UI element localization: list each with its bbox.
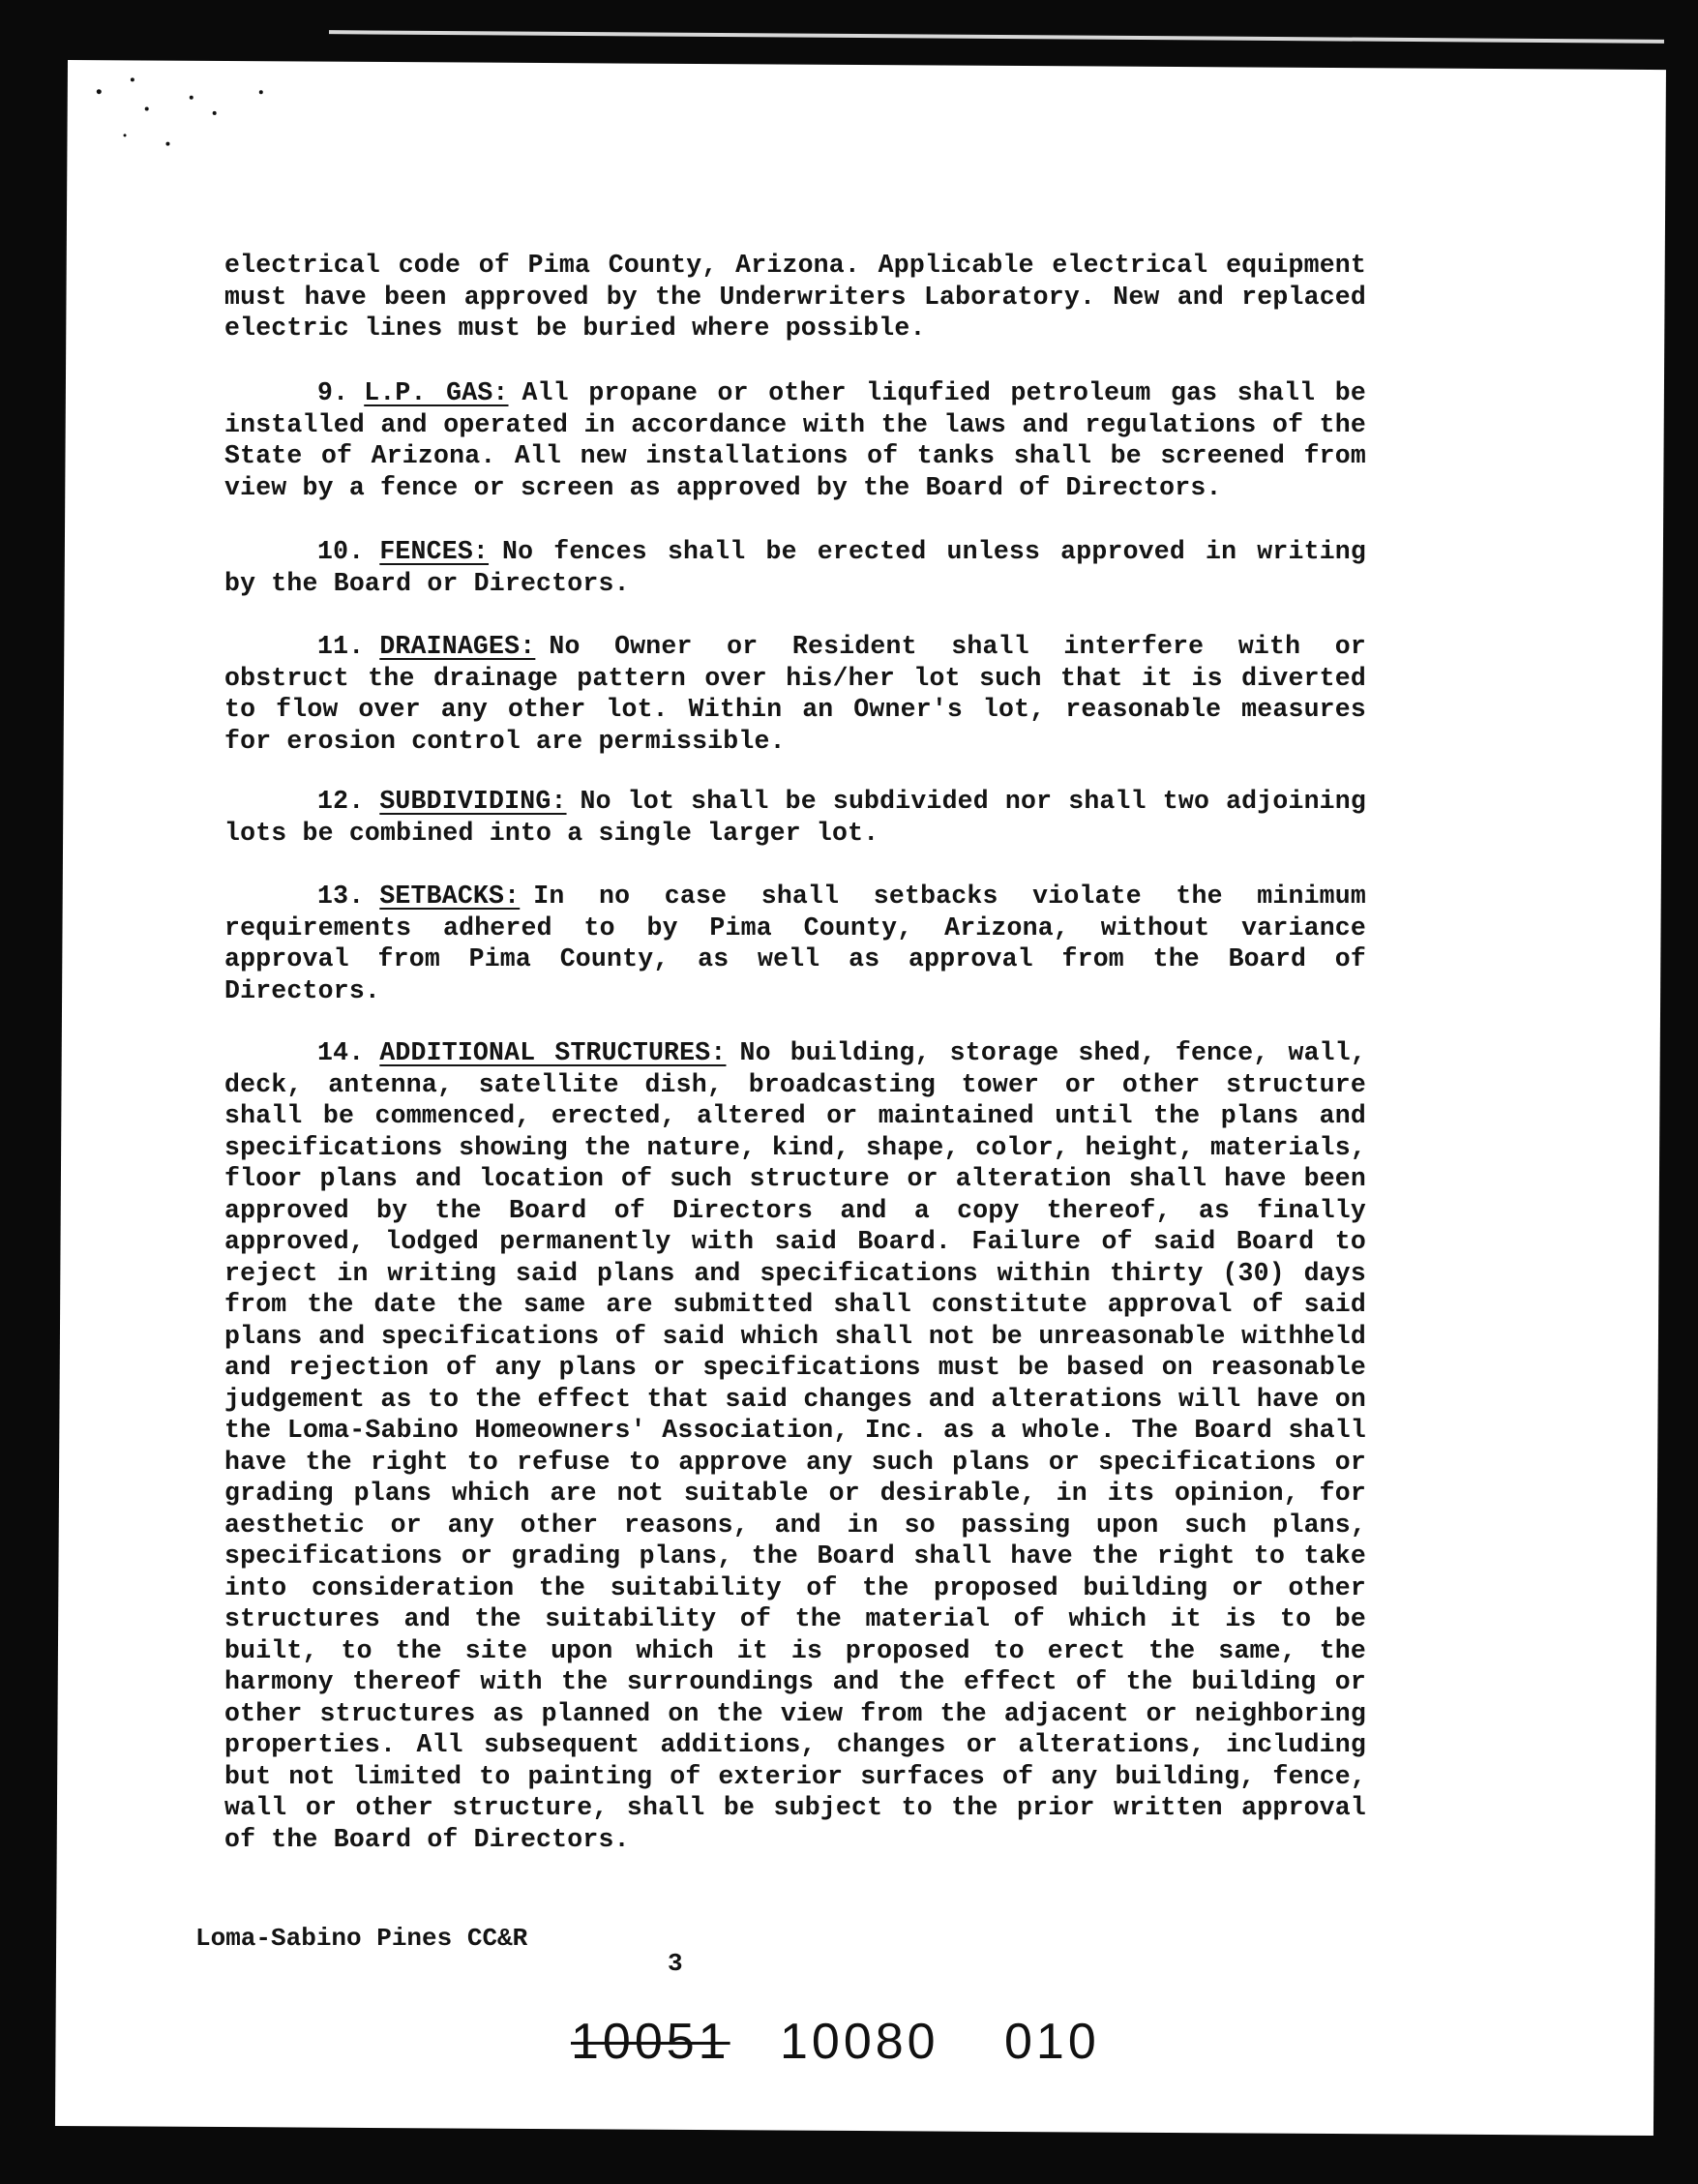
scan-speck <box>145 106 149 110</box>
section-heading: L.P. GAS: <box>364 378 509 407</box>
paragraph-text: No fences shall be erected unless approved in writing by the Board or Directors. <box>224 537 1366 598</box>
paragraph-10 <box>224 536 1366 599</box>
paragraph-text: electrical code of Pima County, Arizona. Applicable electrical equipment must have been approved by the Underwriters Laboratory. New and replaced electric lines must be buried where possible. <box>224 251 1366 343</box>
scan-speck <box>131 77 134 81</box>
section-heading: DRAINAGES: <box>379 632 536 661</box>
paragraph-11 <box>224 631 1366 757</box>
stamp-number: 10080 <box>780 2014 939 2070</box>
scan-speck <box>190 96 194 100</box>
item-number: 12. <box>317 787 365 816</box>
struck-stamp-number: 10051 <box>571 2014 730 2070</box>
paragraph-text: No Owner or Resident shall interfere with or obstruct the drainage pattern over his/her lot such that it is diverted to flow over any other lot. Within an Owner's lot, reasonable measures for erosion control are permissible. <box>224 632 1366 756</box>
section-heading: SETBACKS: <box>379 882 521 911</box>
stamp-suffix: 010 <box>1004 2014 1100 2070</box>
paragraph-text: No building, storage shed, fence, wall, deck, antenna, satellite dish, broadcasting tower or other structure shall be commenced, erected, altered or maintained until the plans and specifications showing the nature, kind, shape, color, height, materials, floor plans and location of such structure or alteration shall have been approved by the Board of Directors and a copy thereof, as finally approved, lodged permanently with said Board. Failure of said Board to reject in writing said plans and specifications within thirty (30) days from the date the same are submitted shall constitute approval of said plans and specifications of said which shall not be unreasonable withheld and rejection of any plans or specifications must be based on reasonable judgement as to the effect that said changes and alterations will have on the Loma-Sabino Homeowners' Association, Inc. as a whole. The Board shall have the right to refuse to approve any such plans or specifications or grading plans which are not suitable or desirable, in its opinion, for aesthetic or any other reasons, and in so passing upon such plans, specifications or grading plans, the Board shall have the right to take into consideration the suitability of the proposed building or other structures and the suitability of the material of which it is to be built, to the site upon which it is proposed to erect the same, the harmony thereof with the surroundings and the effect of the building or other structures as planned on the view from the adjacent or neighboring properties. All subsequent additions, changes or alterations, including but not limited to painting of exterior surfaces of any building, fence, wall or other structure, shall be subject to the prior written approval of the Board of Directors. <box>224 1038 1366 1854</box>
item-number: 9. <box>317 378 349 407</box>
paragraph-9 <box>224 377 1366 503</box>
paragraph-14 <box>224 1037 1366 1855</box>
scan-top-edge-line <box>329 30 1664 44</box>
paragraph-8-continuation <box>224 250 1366 344</box>
paragraph-text: In no case shall setbacks violate the minimum requirements adhered to by Pima County, Arizona, without variance approval from Pima County, as well as approval from the Board of Directors. <box>224 882 1366 1005</box>
scan-speck <box>124 134 127 136</box>
document-footer-label: Loma-Sabino Pines CC&R <box>195 1924 528 1953</box>
paragraph-text: All propane or other liqufied petroleum gas shall be installed and operated in accordance with the laws and regulations of the State of Arizona. All new installations of tanks shall be screened from view by a fence or screen as approved by the Board of Directors. <box>224 378 1366 502</box>
paragraph-13 <box>224 881 1366 1006</box>
paragraph-text: No lot shall be subdivided nor shall two adjoining lots be combined into a single larger lot. <box>224 787 1366 848</box>
scan-speck <box>213 111 217 115</box>
item-number: 10. <box>317 537 365 566</box>
section-heading: FENCES: <box>379 537 490 566</box>
section-heading: ADDITIONAL STRUCTURES: <box>379 1038 727 1067</box>
item-number: 11. <box>317 632 365 661</box>
item-number: 14. <box>317 1038 365 1067</box>
scan-speck <box>97 89 102 94</box>
paragraph-12 <box>224 786 1366 849</box>
page-number: 3 <box>668 1949 683 1978</box>
scan-speck <box>165 142 169 146</box>
scan-speck <box>259 90 263 94</box>
section-heading: SUBDIVIDING: <box>379 787 567 816</box>
item-number: 13. <box>317 882 365 911</box>
